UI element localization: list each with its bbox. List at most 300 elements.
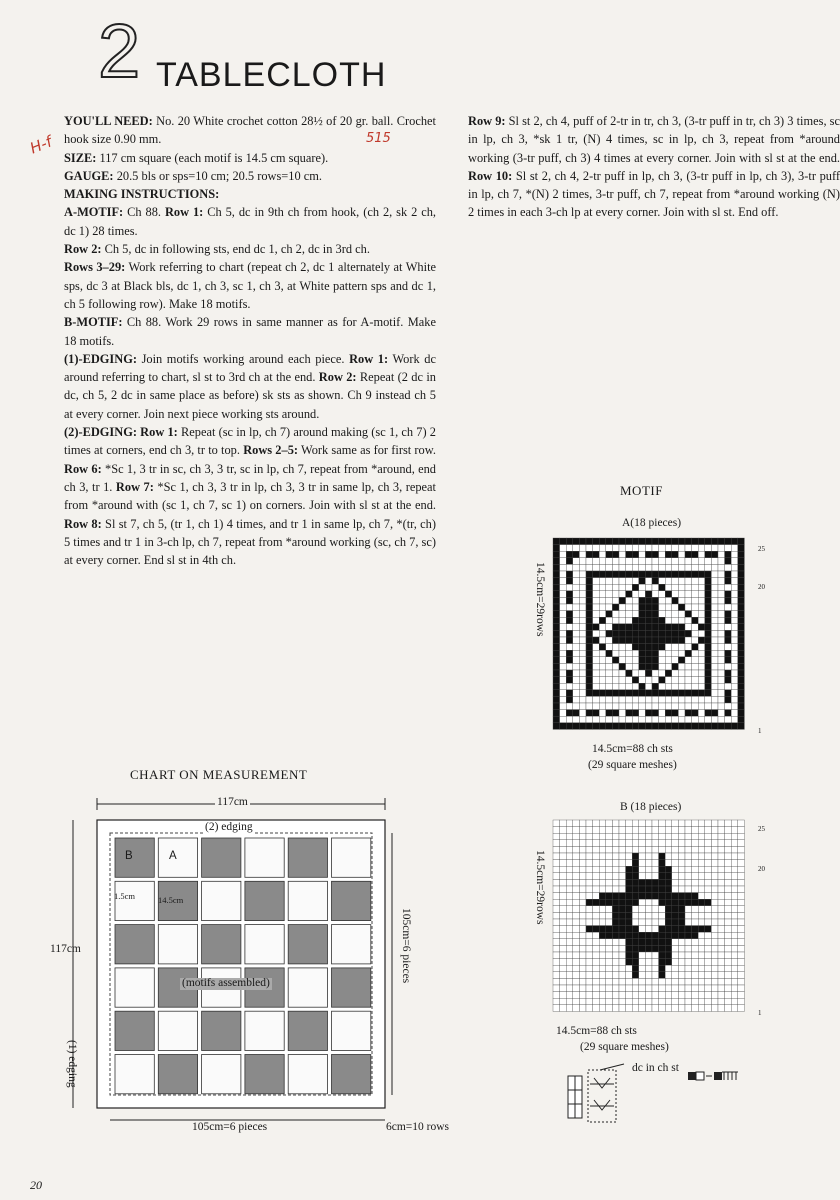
motifs-assembled-label: (motifs assembled) [182,977,270,989]
mesh-cell [692,670,699,677]
edging1-row1-text: Work dc around referring to chart, sl st to 3rd ch at the end. [64,351,436,385]
mesh-cell [725,992,732,999]
mesh-cell [725,578,732,585]
mesh-cell [645,873,652,880]
mesh-cell [612,846,619,853]
mesh-cell [678,578,685,585]
mesh-cell [645,571,652,578]
mesh-cell [566,1005,573,1012]
mesh-cell [698,860,705,867]
mesh-cell [692,998,699,1005]
mesh-cell [652,879,659,886]
mesh-cell [593,624,600,631]
mesh-cell [685,683,692,690]
mesh-cell [711,866,718,873]
mesh-cell [593,820,600,827]
mesh-cell [665,952,672,959]
mesh-cell [599,952,606,959]
mesh-cell [705,683,712,690]
motif-a-label: A(18 pieces) [622,517,682,529]
mesh-cell [599,972,606,979]
mesh-cell [672,591,679,598]
mesh-cell [705,611,712,618]
mesh-cell [606,710,613,717]
gauge-paragraph [64,167,436,185]
mesh-cell [685,820,692,827]
mesh-cell [692,650,699,657]
mesh-cell [553,597,560,604]
mesh-cell [665,906,672,913]
mesh-cell [659,926,666,933]
mesh-cell [553,637,560,644]
mesh-cell [678,644,685,651]
mesh-cell [560,597,567,604]
mesh-cell [672,899,679,906]
motif-dim-label: 14.5cm [158,895,184,905]
mesh-cell [560,624,567,631]
mesh-cell [718,945,725,952]
mesh-cell [678,538,685,545]
mesh-cell [705,992,712,999]
mesh-cell [560,919,567,926]
mesh-cell [599,945,606,952]
mesh-cell [553,617,560,624]
mesh-cell [606,992,613,999]
mesh-cell [705,597,712,604]
mesh-cell [632,624,639,631]
mesh-cell [705,959,712,966]
mesh-cell [639,604,646,611]
mesh-cell [619,683,626,690]
mesh-cell [718,899,725,906]
mesh-cell [639,578,646,585]
size-text: 117 cm square (each motif is 14.5 cm square). [99,150,329,165]
mesh-cell [652,1005,659,1012]
mesh-cell [599,912,606,919]
mesh-cell [678,932,685,939]
mesh-cell [632,873,639,880]
mesh-cell [718,683,725,690]
mesh-cell [560,926,567,933]
mesh-cell [626,690,633,697]
mesh-cell [612,840,619,847]
mesh-cell [685,551,692,558]
mesh-cell [586,906,593,913]
mesh-cell [586,873,593,880]
mesh-cell [566,833,573,840]
mesh-cell [593,873,600,880]
mesh-cell [560,558,567,565]
mesh-cell [553,879,560,886]
mesh-cell [731,703,738,710]
mesh-cell [711,657,718,664]
mesh-cell [718,663,725,670]
mesh-cell [678,551,685,558]
mesh-cell [731,972,738,979]
bottom-edging-dimension-label: 6cm=10 rows [386,1121,450,1133]
mesh-cell [599,833,606,840]
mesh-cell [639,919,646,926]
mesh-cell [560,571,567,578]
mesh-cell [645,710,652,717]
mesh-cell [705,650,712,657]
mesh-cell [573,840,580,847]
mesh-cell [678,919,685,926]
mesh-cell [725,899,732,906]
mesh-cell [665,696,672,703]
mesh-cell [711,551,718,558]
mesh-cell [566,710,573,717]
mesh-cell [698,939,705,946]
mesh-cell [606,611,613,618]
page-number: 20 [30,1178,42,1192]
mesh-cell [645,551,652,558]
mesh-cell [711,827,718,834]
mesh-cell [692,873,699,880]
mesh-cell [632,578,639,585]
mesh-cell [652,866,659,873]
mesh-cell [685,630,692,637]
mesh-cell [672,584,679,591]
motif-a-cell [288,881,327,920]
mesh-cell [619,899,626,906]
mesh-cell [612,624,619,631]
mesh-cell [639,932,646,939]
mesh-cell [612,945,619,952]
mesh-cell [731,604,738,611]
mesh-cell [718,597,725,604]
mesh-cell [665,558,672,565]
mesh-cell [698,978,705,985]
mesh-cell [672,650,679,657]
mesh-cell [612,611,619,618]
mesh-cell [672,571,679,578]
mesh-cell [678,696,685,703]
mesh-cell [685,978,692,985]
mesh-cell [553,886,560,893]
mesh-cell [692,696,699,703]
mesh-cell [593,998,600,1005]
mesh-cell [685,860,692,867]
mesh-cell [652,624,659,631]
mesh-cell [659,833,666,840]
mesh-cell [612,965,619,972]
mesh-cell [692,663,699,670]
mesh-cell [665,932,672,939]
mesh-cell [573,860,580,867]
mesh-cell [665,624,672,631]
mesh-cell [652,965,659,972]
a-row2-text: Ch 5, dc in following sts, end dc 1, ch 2, dc in 3rd ch. [104,242,370,257]
mesh-cell [659,584,666,591]
mesh-cell [645,912,652,919]
mesh-cell [731,545,738,552]
mesh-cell [619,985,626,992]
mesh-cell [718,827,725,834]
mesh-cell [718,840,725,847]
mesh-cell [685,846,692,853]
mesh-cell [586,696,593,703]
mesh-cell [639,630,646,637]
mesh-cell [632,879,639,886]
mesh-cell [645,840,652,847]
youll-need-label: YOU'LL NEED: [64,114,153,128]
mesh-cell [626,866,633,873]
mesh-cell [612,886,619,893]
mesh-cell [560,591,567,598]
mesh-cell [738,696,745,703]
mesh-cell [665,998,672,1005]
mesh-cell [560,952,567,959]
mesh-cell [645,965,652,972]
mesh-cell [586,1005,593,1012]
mesh-cell [626,564,633,571]
mesh-cell [738,998,745,1005]
mesh-cell [718,591,725,598]
mesh-cell [632,978,639,985]
mesh-cell [659,683,666,690]
mesh-cell [698,716,705,723]
mesh-cell [705,545,712,552]
mesh-cell [705,644,712,651]
mesh-cell [632,710,639,717]
motif-a-grid [553,538,744,729]
mesh-cell [586,710,593,717]
mesh-cell [573,723,580,730]
mesh-cell [705,604,712,611]
mesh-cell [678,939,685,946]
mesh-cell [698,972,705,979]
mesh-cell [659,663,666,670]
mesh-cell [652,683,659,690]
mesh-cell [659,696,666,703]
mesh-cell [678,879,685,886]
mesh-cell [632,611,639,618]
mesh-cell [665,912,672,919]
mesh-cell [672,992,679,999]
mesh-cell [606,670,613,677]
mesh-cell [586,992,593,999]
mesh-cell [599,683,606,690]
mesh-cell [725,644,732,651]
mesh-cell [652,998,659,1005]
mesh-cell [599,611,606,618]
mesh-cell [645,564,652,571]
mesh-cell [553,604,560,611]
mesh-cell [665,846,672,853]
mesh-cell [718,637,725,644]
mesh-cell [573,650,580,657]
mesh-cell [672,716,679,723]
mesh-cell [718,604,725,611]
mesh-cell [566,670,573,677]
mesh-cell [678,912,685,919]
mesh-cell [599,558,606,565]
mesh-cell [593,611,600,618]
mesh-cell [685,985,692,992]
motif-b-cell [288,925,327,964]
mesh-cell [672,538,679,545]
edging2-row7-text: *Sc 1, ch 3, 3 tr in lp, ch 3, 3 tr in same lp, ch 3, repeat from *around with (sc 1, ch 7, sc 1) on corners. Join with sl st at the end. [64,479,436,513]
mesh-cell [639,912,646,919]
mesh-cell [711,932,718,939]
mesh-cell [560,703,567,710]
mesh-cell [718,611,725,618]
mesh-cell [639,998,646,1005]
mesh-cell [560,992,567,999]
mesh-cell [619,820,626,827]
mesh-cell [573,912,580,919]
mesh-cell [705,972,712,979]
mesh-cell [698,998,705,1005]
mesh-cell [652,820,659,827]
mesh-cell [579,965,586,972]
mesh-cell [632,853,639,860]
mesh-cell [698,604,705,611]
mesh-cell [718,972,725,979]
mesh-cell [711,558,718,565]
mesh-cell [579,879,586,886]
mesh-cell [586,604,593,611]
mesh-cell [586,670,593,677]
mesh-cell [692,886,699,893]
size-label: SIZE: [64,150,97,165]
mesh-cell [619,866,626,873]
mesh-cell [639,1005,646,1012]
mesh-cell [599,886,606,893]
mesh-cell [678,703,685,710]
mesh-cell [678,873,685,880]
mesh-cell [698,683,705,690]
mesh-cell [731,879,738,886]
mesh-cell [659,637,666,644]
mesh-cell [659,657,666,664]
motif-a-bottom-label: 14.5cm=88 ch sts [592,743,673,755]
mesh-cell [698,873,705,880]
mesh-cell [711,716,718,723]
mesh-cell [606,926,613,933]
mesh-cell [678,827,685,834]
mesh-cell [685,710,692,717]
mesh-cell [579,899,586,906]
mesh-cell [705,985,712,992]
mesh-cell [566,978,573,985]
mesh-cell [692,853,699,860]
mesh-cell [586,893,593,900]
mesh-cell [560,978,567,985]
mesh-cell [639,551,646,558]
instructions-left-column [64,112,436,569]
mesh-cell [652,663,659,670]
mesh-cell [665,893,672,900]
mesh-cell [593,690,600,697]
mesh-cell [586,985,593,992]
mesh-cell [579,827,586,834]
mesh-cell [678,545,685,552]
mesh-cell [632,939,639,946]
mesh-cell [665,650,672,657]
mesh-cell [731,965,738,972]
mesh-cell [586,617,593,624]
mesh-cell [672,597,679,604]
mesh-cell [731,926,738,933]
mesh-cell [566,840,573,847]
mesh-cell [738,906,745,913]
mesh-cell [711,663,718,670]
mesh-cell [705,677,712,684]
motif-b-cell [245,1055,284,1094]
mesh-cell [685,952,692,959]
mesh-cell [645,617,652,624]
mesh-cell [678,591,685,598]
mesh-cell [645,723,652,730]
mesh-cell [593,670,600,677]
mesh-cell [619,578,626,585]
mesh-cell [705,912,712,919]
mesh-cell [672,939,679,946]
mesh-cell [639,860,646,867]
mesh-cell [711,978,718,985]
mesh-cell [711,846,718,853]
mesh-cell [626,551,633,558]
mesh-cell [678,860,685,867]
mesh-cell [711,853,718,860]
mesh-cell [685,644,692,651]
mesh-cell [731,564,738,571]
mesh-cell [632,919,639,926]
mesh-cell [652,650,659,657]
mesh-cell [612,827,619,834]
mesh-cell [672,657,679,664]
mesh-cell [573,644,580,651]
mesh-cell [593,893,600,900]
mesh-cell [626,584,633,591]
mesh-cell [599,985,606,992]
mesh-cell [645,597,652,604]
mesh-cell [652,926,659,933]
mesh-cell [718,538,725,545]
mesh-cell [665,919,672,926]
mesh-cell [698,617,705,624]
mesh-cell [711,945,718,952]
mesh-cell [553,578,560,585]
mesh-cell [731,637,738,644]
mesh-cell [718,952,725,959]
youll-need-text: No. 20 White crochet cotton 28½ of 20 gr. ball. Crochet hook size 0.90 mm. [64,114,436,147]
mesh-cell [738,637,745,644]
mesh-cell [573,978,580,985]
mesh-cell [632,965,639,972]
mesh-cell [573,538,580,545]
mesh-cell [566,985,573,992]
mesh-cell [606,853,613,860]
mesh-cell [711,992,718,999]
mesh-cell [705,893,712,900]
mesh-cell [692,820,699,827]
edging1-label: (1)-EDGING: [64,351,137,366]
mesh-cell [678,683,685,690]
mesh-cell [678,985,685,992]
mesh-cell [665,710,672,717]
mesh-cell [593,846,600,853]
mesh-cell [606,703,613,710]
mesh-cell [579,624,586,631]
mesh-cell [665,853,672,860]
a-rows3-text: Work referring to chart (repeat ch 2, dc 1 alternately at White sps, dc 3 at Black bls, dc 1, ch 3, sc 1, ch 3, at White pattern sps and dc 1, ch 5 following row). Make 18 motifs. [64,260,437,311]
mesh-cell [718,998,725,1005]
mesh-cell [678,564,685,571]
mesh-cell [579,906,586,913]
